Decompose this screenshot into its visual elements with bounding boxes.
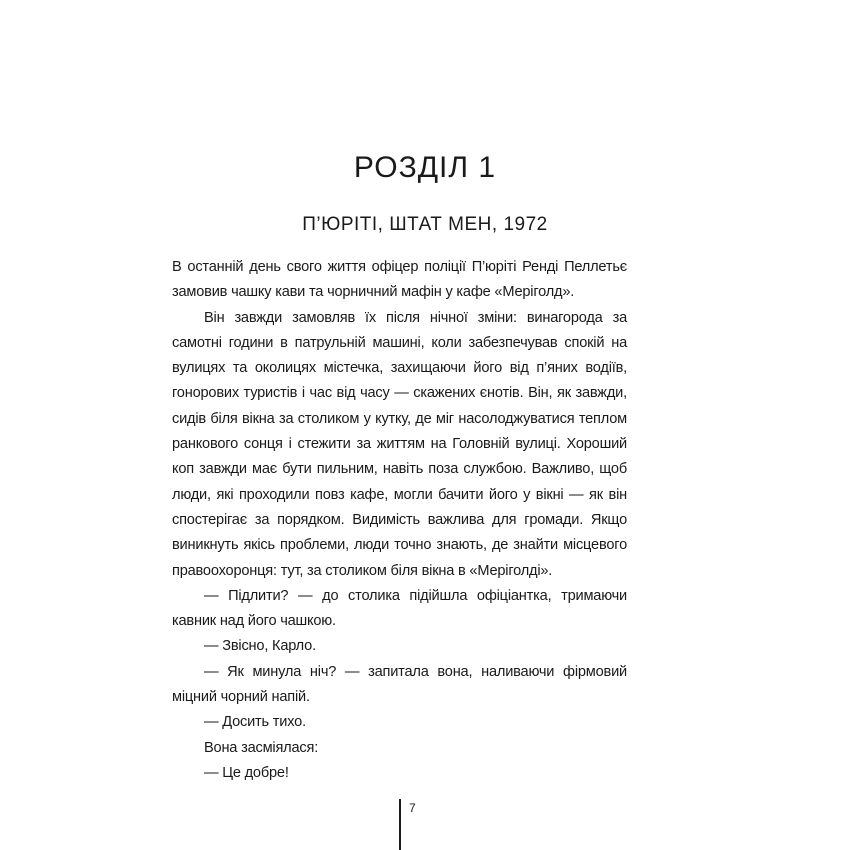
paragraph: Він завжди замовляв їх після нічної зміни: винагорода за самотні години в патрульній машині, коли забезпечував спокій на вулицях та околицях містечка, захищаючи його від п’яних водіїв, гонорових туристів і час від часу — скажених єнотів. Він, як завжди, сидів біля вікна за столиком у кутку, де міг насолоджуватися теплом ранкового сонця і стежити за життям на Головній вулиці. Хороший коп завжди має бути пильним, навіть поза службою. Важливо, щоб люди, які проходили повз кафе, могли бачити його у вікні — як він спостерігає за порядком. Видимість важлива для громади. Якщо виникнуть якісь проблеми, люди точно знають, де знайти місцевого правоохоронця: тут, за столиком біля вікна в «Меріголді». (172, 309, 627, 579)
dialogue-line: — Як минула ніч? — запитала вона, наливаючи фірмовий міцний чорний напій. (172, 663, 627, 706)
dialogue-line: — Підлити? — до столика підійшла офіціантка, тримаючи кавник над його чашкою. (172, 587, 627, 630)
dialogue-line: — Досить тихо. (204, 714, 306, 731)
page-number-rule (399, 799, 401, 850)
chapter-title: РОЗДІЛ 1 (353, 151, 497, 184)
paragraph: В останній день свого життя офіцер поліції П’юріті Ренді Пеллетьє замовив чашку кави та чорничний мафін у кафе «Меріголд». (172, 259, 627, 301)
chapter-subtitle: П’ЮРІТІ, ШТАТ МЕН, 1972 (302, 214, 548, 235)
page-number: 7 (409, 801, 416, 815)
dialogue-line: — Звісно, Карло. (204, 638, 316, 655)
chapter-body (172, 255, 627, 786)
dialogue-line: — Це добре! (204, 764, 289, 781)
paragraph: Вона засміялася: (204, 739, 319, 756)
